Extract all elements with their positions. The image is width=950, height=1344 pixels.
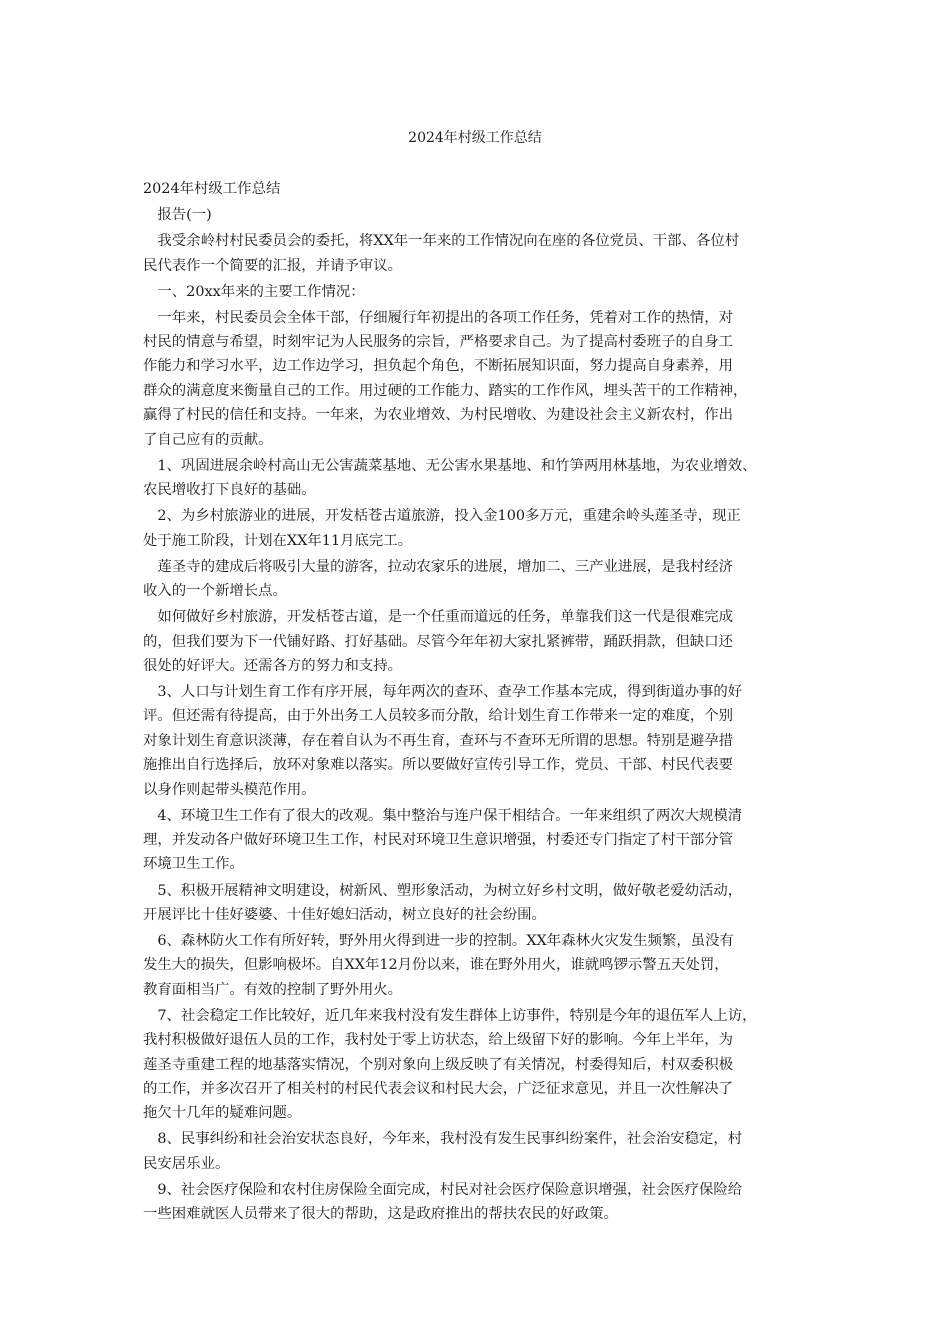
paragraph-line: 的工作，并多次召开了相关村的村民代表会议和村民大会，广泛征求意见，并且一次性解决了 <box>143 1081 734 1097</box>
paragraph-line: 农民增收打下良好的基础。 <box>143 482 316 499</box>
paragraph-line: 我受余岭村村民委员会的委托，将XX年一年来的工作情况向在座的各位党员、干部、各位村 <box>143 233 740 250</box>
paragraph-line: 赢得了村民的信任和支持。一年来，为农业增效、为村民增收、为建设社会主义新农村，作出 <box>143 407 734 424</box>
paragraph <box>143 177 823 201</box>
paragraph-line: 教育面相当广。有效的控制了野外用火。 <box>143 981 403 998</box>
paragraph-line: 4、环境卫生工作有了很大的改观。集中整治与连户保干相结合。一年来组织了两次大规模清 <box>143 807 743 824</box>
paragraph-line: 了自己应有的贡献。 <box>143 431 273 448</box>
paragraph <box>143 555 823 604</box>
paragraph-line: 莲圣寺重建工程的地基落实情况，个别对象向上级反映了有关情况，村委得知后，村双委积极 <box>143 1056 734 1073</box>
paragraph-line: 对象计划生育意识淡薄，存在着自认为不再生育，查环与不查环无所谓的思想。特别是避孕措 <box>143 732 734 749</box>
paragraph <box>143 605 823 678</box>
paragraph-line: 3、人口与计划生育工作有序开展，每年两次的查环、查孕工作基本完成，得到街道办事的好 <box>143 684 743 700</box>
paragraph-line: 评。但还需有待提高，由于外出务工人员较多而分散，给计划生育工作带来一定的难度，个别 <box>143 708 734 725</box>
paragraph-line: 村民的情意与希望，时刻牢记为人民服务的宗旨，严格要求自己。为了提高村委班子的自身工 <box>143 334 734 351</box>
paragraph-line: 理，并发动各户做好环境卫生工作，村民对环境卫生意识增强，村委还专门指定了村干部分管 <box>143 832 734 849</box>
paragraph <box>143 1004 823 1126</box>
paragraph <box>143 680 823 802</box>
paragraph-line: 民代表作一个简要的汇报，并请予审议。 <box>143 257 403 274</box>
paragraph-line: 如何做好乡村旅游，开发栝苍古道，是一个任重而道远的任务，单靠我们这一代是很难完成 <box>143 609 734 626</box>
paragraph-line: 一、20xx年来的主要工作情况： <box>143 283 365 300</box>
paragraph-line: 6、森林防火工作有所好转，野外用火得到进一步的控制。XX年森林火灾发生频繁，虽没有 <box>143 932 734 949</box>
paragraph-line: 环境卫生工作。 <box>143 856 244 873</box>
paragraph-line: 2024年村级工作总结 <box>143 181 281 197</box>
paragraph-line: 很处的好评大。还需各方的努力和支持。 <box>143 657 403 674</box>
paragraph-line: 处于施工阶段，计划在XX年11月底完工。 <box>143 532 413 549</box>
paragraph <box>143 203 823 227</box>
paragraph-line: 拖欠十几年的疑难问题。 <box>143 1105 302 1122</box>
paragraph-line: 民安居乐业。 <box>143 1155 230 1172</box>
paragraph-line: 施推出自行选择后，放环对象难以落实。所以要做好宣传引导工作，党员、干部、村民代表要 <box>143 757 734 774</box>
paragraph <box>143 229 823 278</box>
paragraph-line: 莲圣寺的建成后将吸引大量的游客，拉动农家乐的进展，增加二、三产业进展，是我村经济 <box>143 558 734 575</box>
document-body <box>143 177 823 1228</box>
paragraph <box>143 504 823 553</box>
paragraph-line: 发生大的损失，但影响极坏。自XX年12月份以来，谁在野外用火，谁就鸣锣示警五天处罚， <box>143 957 729 974</box>
paragraph-line: 作能力和学习水平，边工作边学习，担负起个角色，不断拓展知识面，努力提高自身素养，用 <box>143 358 734 375</box>
document-title: 2024年村级工作总结 <box>408 130 542 146</box>
paragraph-line: 8、民事纠纷和社会治安状态良好，今年来，我村没有发生民事纠纷案件，社会治安稳定，村 <box>143 1131 743 1148</box>
paragraph-line: 一年来，村民委员会全体干部，仔细履行年初提出的各项工作任务，凭着对工作的热情，对 <box>143 309 734 326</box>
paragraph <box>143 1127 823 1176</box>
paragraph-line: 开展评比十佳好婆婆、十佳好媳妇活动，树立良好的社会纷围。 <box>143 906 546 923</box>
paragraph-line: 9、社会医疗保险和农村住房保险全面完成，村民对社会医疗保险意识增强，社会医疗保险给 <box>143 1181 743 1198</box>
paragraph-line: 群众的满意度来衡量自己的工作。用过硬的工作能力、踏实的工作作风，埋头苦干的工作精神， <box>143 382 748 399</box>
paragraph-line: 1、巩固进展余岭村高山无公害蔬菜基地、无公害水果基地、和竹笋两用林基地，为农业增效、 <box>143 457 757 474</box>
paragraph-line: 7、社会稳定工作比较好，近几年来我村没有发生群体上访事件，特别是今年的退伍军人上访， <box>143 1007 757 1024</box>
paragraph-line: 以身作则起带头模范作用。 <box>143 781 316 798</box>
paragraph-line: 2、为乡村旅游业的进展，开发栝苍古道旅游，投入金100多万元，重建余岭头莲圣寺，现正 <box>143 508 741 525</box>
paragraph <box>143 454 823 503</box>
paragraph <box>143 1178 823 1227</box>
paragraph-line: 一些困难就医人员带来了很大的帮助，这是政府推出的帮扶农民的好政策。 <box>143 1206 618 1223</box>
paragraph <box>143 879 823 928</box>
paragraph-line: 我村积极做好退伍人员的工作，我村处于零上访状态，给上级留下好的影响。今年上半年，为 <box>143 1032 734 1049</box>
paragraph-line: 的，但我们要为下一代铺好路、打好基础。尽管今年年初大家扎紧裤带，踊跃捐款，但缺口还 <box>143 633 734 650</box>
paragraph-line: 报告(一) <box>143 207 212 224</box>
paragraph <box>143 306 823 452</box>
paragraph <box>143 929 823 1002</box>
paragraph-line: 5、积极开展精神文明建设，树新风、塑形象活动，为树立好乡村文明，做好敬老爱幼活动， <box>143 882 743 899</box>
paragraph-line: 收入的一个新增长点。 <box>143 583 287 600</box>
paragraph <box>143 804 823 877</box>
paragraph <box>143 280 823 304</box>
